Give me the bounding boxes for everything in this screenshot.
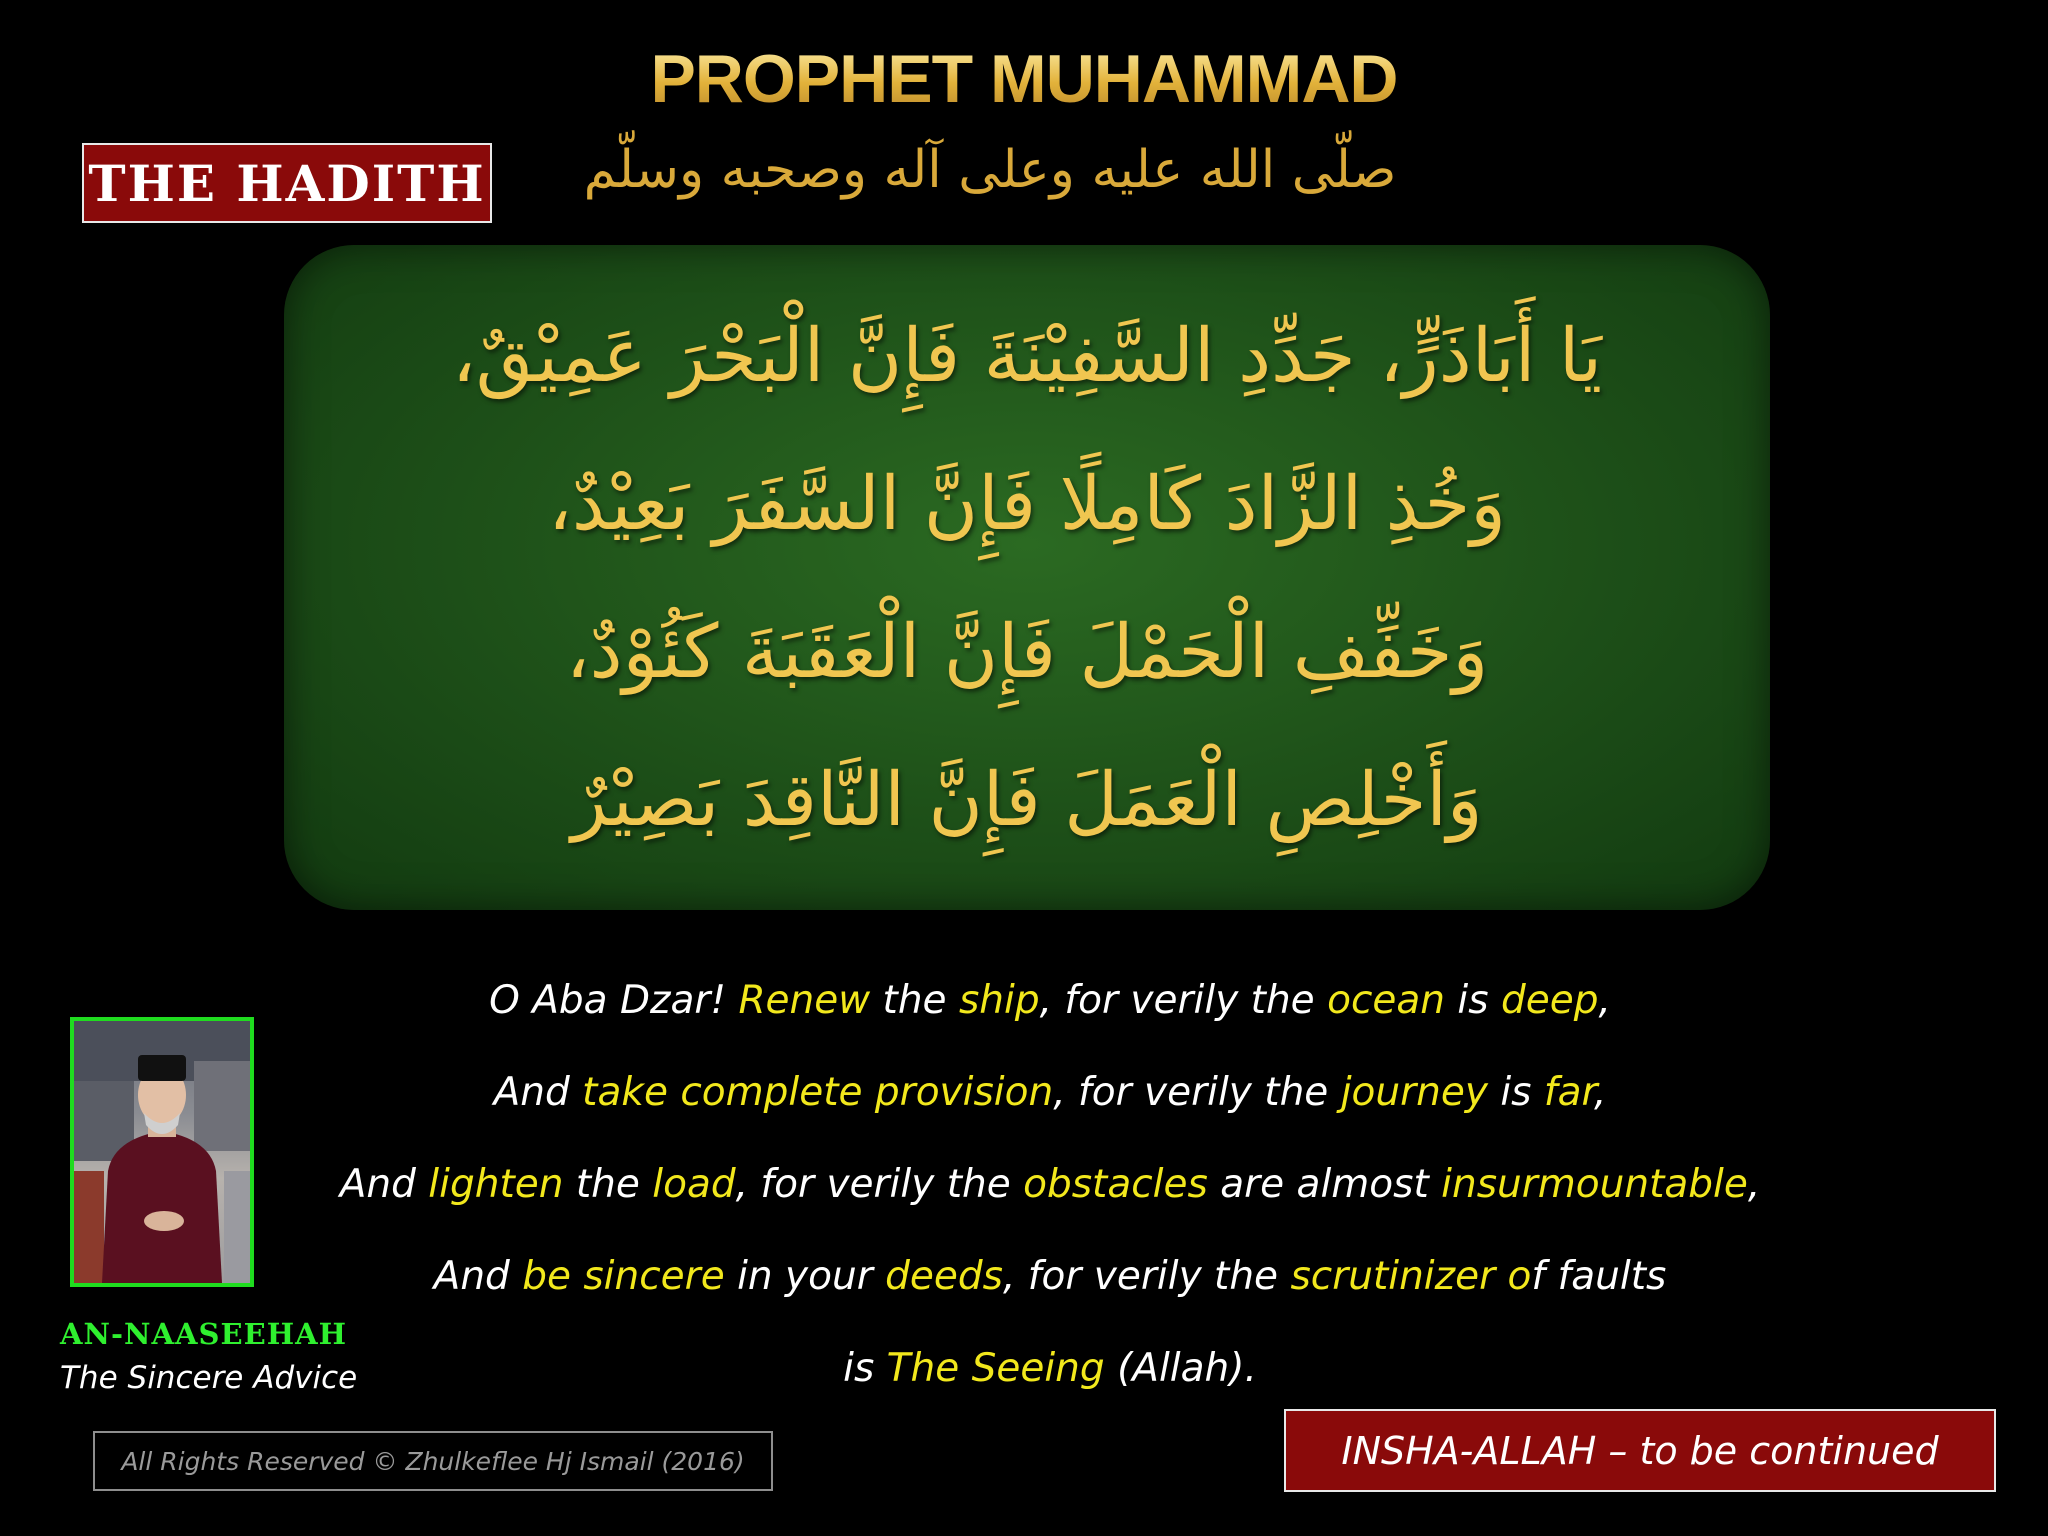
highlighted-phrase: insurmountable bbox=[1441, 1162, 1748, 1207]
highlighted-phrase: deep bbox=[1500, 978, 1599, 1023]
highlighted-phrase: ocean bbox=[1327, 978, 1445, 1023]
highlighted-phrase: lighten bbox=[428, 1162, 564, 1207]
highlighted-phrase: The Seeing bbox=[886, 1346, 1105, 1391]
translation-line-3 bbox=[250, 1139, 1850, 1231]
page-title: PROPHET MUHAMMAD bbox=[0, 40, 2048, 118]
to-be-continued-banner: INSHA-ALLAH – to be continued bbox=[1284, 1409, 1996, 1492]
translation-line-4 bbox=[250, 1231, 1850, 1323]
author-photo-image bbox=[74, 1021, 250, 1283]
translation-text: , bbox=[1747, 1162, 1761, 1207]
arabic-line-4: وَأَخْلِصِ الْعَمَلَ فَإِنَّ النَّاقِدَ بَصِيْرٌ bbox=[571, 756, 1483, 843]
translation-text: , for verily the bbox=[735, 1162, 1024, 1207]
highlighted-phrase: ship bbox=[958, 978, 1040, 1023]
translation-line-1 bbox=[250, 955, 1850, 1047]
highlighted-phrase: obstacles bbox=[1023, 1162, 1208, 1207]
highlighted-phrase: journey bbox=[1340, 1070, 1488, 1115]
translation-text: And bbox=[433, 1254, 523, 1299]
translation-text: is bbox=[1445, 978, 1501, 1023]
arabic-salutation: صلّى الله عليه وعلى آله وصحبه وسلّم bbox=[583, 140, 1397, 200]
translation-line-5 bbox=[250, 1323, 1850, 1415]
highlighted-phrase: load bbox=[652, 1162, 736, 1207]
translation-text: in your bbox=[724, 1254, 886, 1299]
translation-text: , bbox=[1598, 978, 1611, 1023]
english-translation bbox=[250, 955, 1850, 1415]
translation-text: (Allah). bbox=[1104, 1346, 1257, 1391]
brand-tagline: The Sincere Advice bbox=[60, 1360, 358, 1396]
translation-text: O Aba Dzar! bbox=[489, 978, 739, 1023]
arabic-line-3: وَخَفِّفِ الْحَمْلَ فَإِنَّ الْعَقَبَةَ كَئُوْدٌ، bbox=[565, 608, 1489, 695]
translation-line-2 bbox=[250, 1047, 1850, 1139]
translation-text: f faults bbox=[1531, 1254, 1667, 1299]
highlighted-phrase: take complete provision bbox=[582, 1070, 1054, 1115]
copyright-notice: All Rights Reserved © Zhulkeflee Hj Ismail (2016) bbox=[93, 1431, 773, 1491]
translation-text: , for verily the bbox=[1002, 1254, 1291, 1299]
translation-text: the bbox=[870, 978, 959, 1023]
highlighted-phrase: be sincere bbox=[522, 1254, 725, 1299]
highlighted-phrase: Renew bbox=[738, 978, 871, 1023]
author-photo bbox=[70, 1017, 254, 1287]
highlighted-phrase: scrutinizer o bbox=[1290, 1254, 1532, 1299]
translation-text: is bbox=[1487, 1070, 1544, 1115]
arabic-line-2: وَخُذِ الزَّادَ كَامِلًا فَإِنَّ السَّفَرَ بَعِيْدٌ، bbox=[548, 460, 1506, 547]
translation-text: , for verily the bbox=[1039, 978, 1328, 1023]
highlighted-phrase: deeds bbox=[885, 1254, 1003, 1299]
translation-text: the bbox=[563, 1162, 653, 1207]
translation-text: And bbox=[339, 1162, 429, 1207]
arabic-line-1: يَا أَبَاذَرٍّ، جَدِّدِ السَّفِيْنَةَ فَإِنَّ الْبَحْرَ عَمِيْقٌ، bbox=[451, 312, 1603, 399]
translation-text: And bbox=[493, 1070, 583, 1115]
translation-text: is bbox=[843, 1346, 887, 1391]
highlighted-phrase: far bbox=[1543, 1070, 1594, 1115]
arabic-hadith-panel bbox=[284, 245, 1770, 910]
brand-name: AN-NAASEEHAH bbox=[60, 1317, 348, 1351]
hadith-label: THE HADITH bbox=[82, 143, 492, 223]
translation-text: , for verily the bbox=[1053, 1070, 1341, 1115]
translation-text: , bbox=[1593, 1070, 1607, 1115]
translation-text: are almost bbox=[1207, 1162, 1442, 1207]
